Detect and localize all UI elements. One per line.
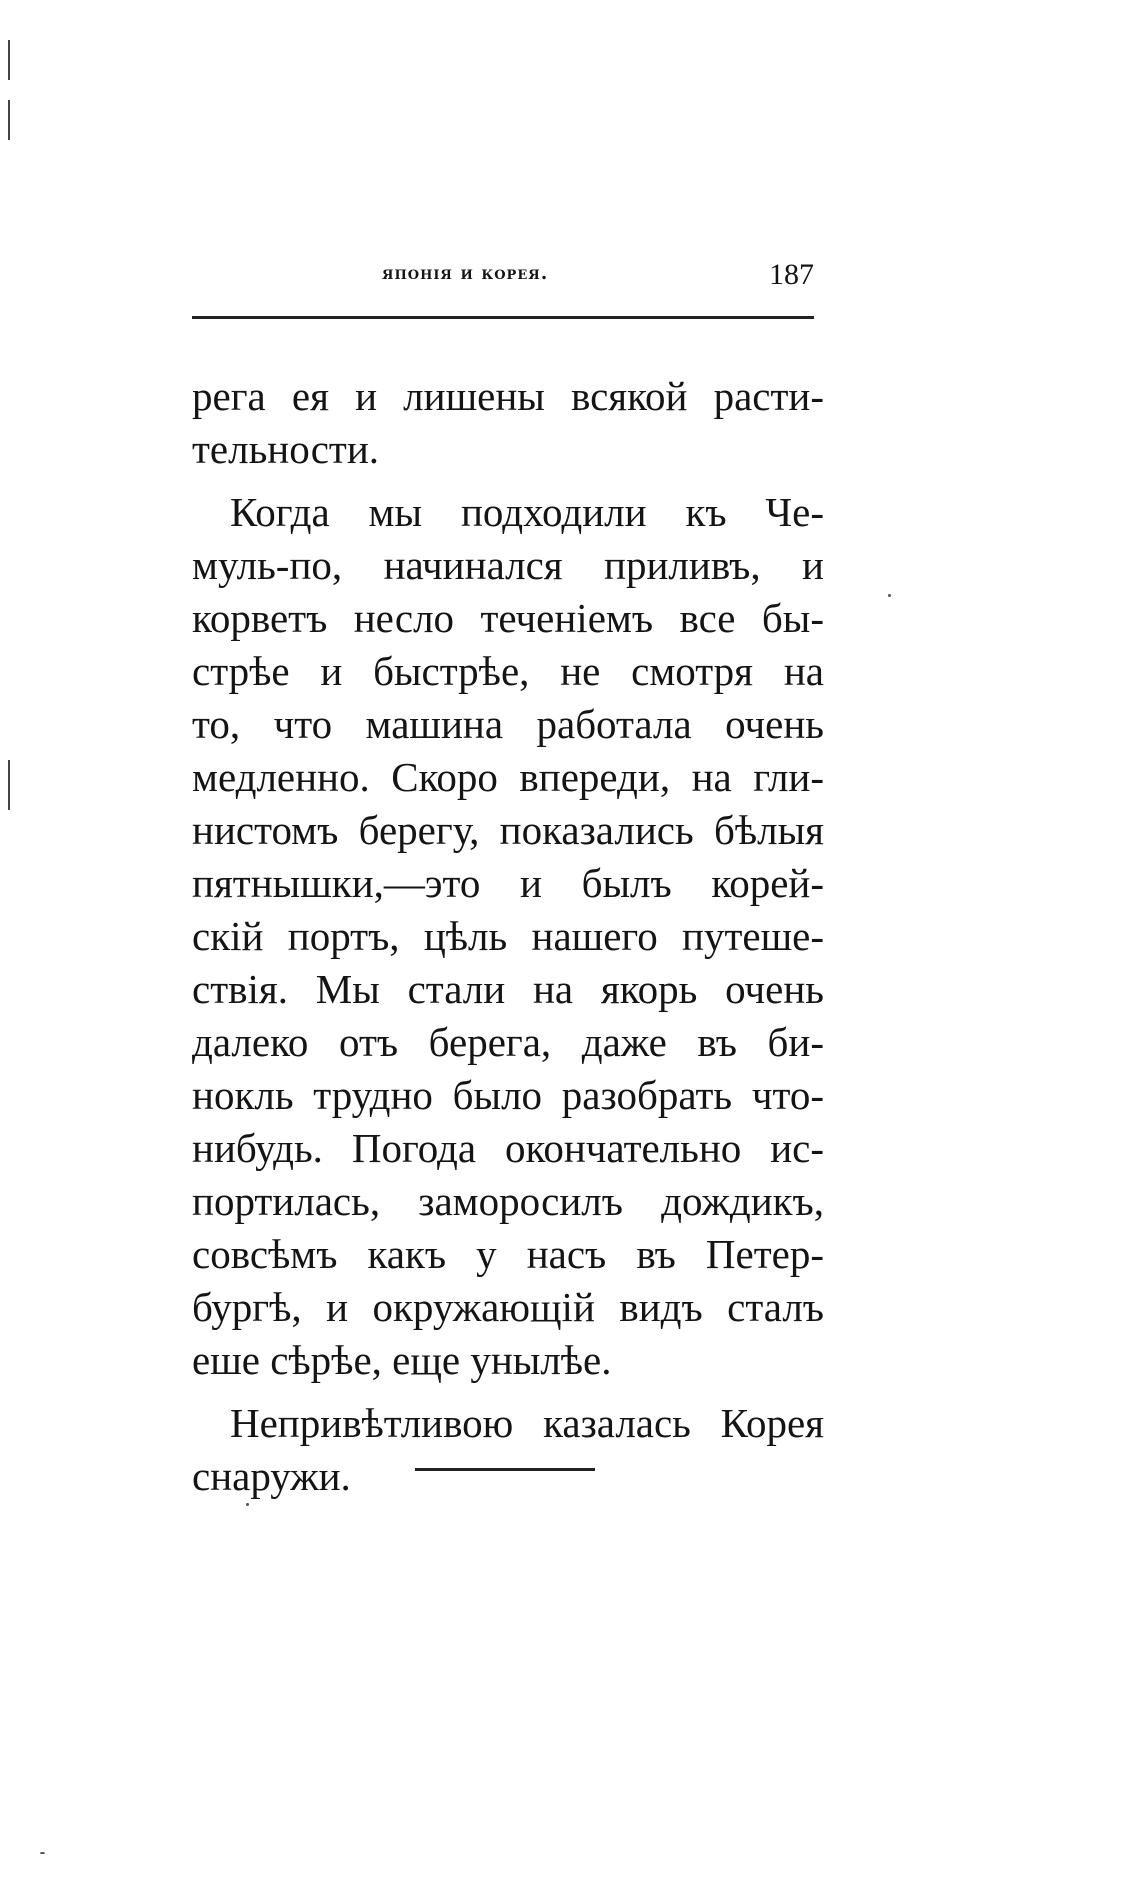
- page-header: [192, 258, 814, 298]
- scan-speck: [888, 594, 891, 597]
- body-text: [192, 370, 824, 1503]
- text-line: бургѣ, и окружающій видъ сталъ: [192, 1284, 824, 1330]
- text-line: далеко отъ берега, даже въ би-: [192, 1019, 824, 1065]
- scan-edge-mark: [8, 760, 10, 810]
- text-line: портилась, заморосилъ дождикъ,: [192, 1178, 824, 1224]
- text-line: скій портъ, цѣль нашего путеше-: [192, 913, 824, 959]
- text-line: еше сѣрѣе, еще унылѣе.: [192, 1337, 612, 1383]
- header-rule: [192, 316, 814, 319]
- scan-edge-mark: [8, 100, 10, 140]
- running-title: японія и корея.: [382, 262, 549, 284]
- text-line: нибудь. Погода окончательно ис-: [192, 1125, 824, 1171]
- text-line: стрѣе и быстрѣе, не смотря на: [192, 648, 824, 694]
- text-line: корветъ несло теченіемъ все бы-: [192, 595, 824, 641]
- text-line: медленно. Скоро впереди, на гли-: [192, 754, 824, 800]
- text-line: совсѣмъ какъ у насъ въ Петер-: [192, 1231, 824, 1277]
- scan-speck: [40, 1852, 45, 1854]
- text-line: нокль трудно было разобрать что-: [192, 1072, 824, 1118]
- text-line: Непривѣтливою казалась Корея: [230, 1400, 824, 1446]
- text-line: снаружи.: [192, 1453, 351, 1499]
- scan-edge-mark: [8, 40, 10, 80]
- text-line: ствія. Мы стали на якорь очень: [192, 966, 824, 1012]
- text-line: рега ея и лишены всякой расти-: [192, 373, 824, 419]
- text-line: то, что машина работала очень: [192, 701, 824, 747]
- text-line: нистомъ берегу, показались бѣлыя: [192, 807, 824, 853]
- scan-speck: [246, 1503, 249, 1506]
- text-line: тельности.: [192, 426, 380, 472]
- text-line: пятнышки,—это и былъ корей-: [192, 860, 824, 906]
- page-number: 187: [769, 258, 814, 291]
- section-end-rule: [415, 1468, 595, 1471]
- text-line: Когда мы подходили къ Че-: [230, 489, 824, 535]
- text-line: муль-по, начинался приливъ, и: [192, 542, 824, 588]
